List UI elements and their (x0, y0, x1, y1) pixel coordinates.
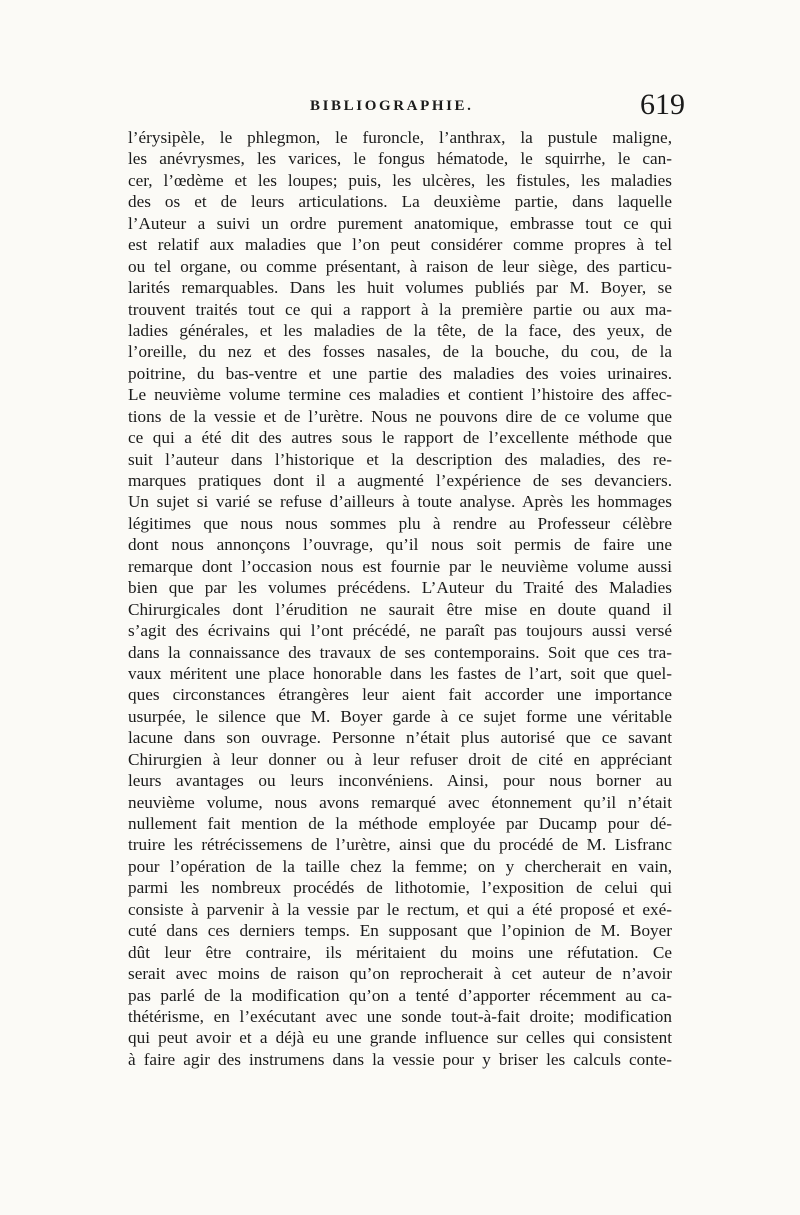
text-line: ou tel organe, ou comme présentant, à raison de leur siège, des particu- (128, 256, 672, 276)
text-line: suit l’auteur dans l’historique et la description des maladies, des re- (128, 449, 672, 469)
text-line: poitrine, du bas-ventre et une partie des maladies des voies urinaires. (128, 363, 672, 383)
text-line: dans la connaissance des travaux de ses contemporains. Soit que ces tra- (128, 642, 672, 662)
text-line: s’agit des écrivains qui l’ont précédé, ne paraît pas toujours aussi versé (128, 621, 672, 641)
text-line: neuvième volume, nous avons remarqué avec étonnement qu’il n’était (128, 792, 672, 812)
section-title: BIBLIOGRAPHIE. (310, 98, 474, 114)
text-line: usurpée, le silence que M. Boyer garde à ce sujet forme une véritable (128, 706, 672, 726)
text-line: tions de la vessie et de l’urètre. Nous ne pouvons dire de ce volume que (128, 406, 672, 426)
text-line: est relatif aux maladies que l’on peut considérer comme propres à tel (128, 235, 672, 255)
text-line: dont nous annonçons l’ouvrage, qu’il nous soit permis de faire une (128, 535, 672, 555)
text-line: l’oreille, du nez et des fosses nasales, de la bouche, du cou, de la (128, 342, 672, 362)
text-line: marques pratiques dont il a augmenté l’expérience de ses devanciers. (128, 471, 672, 490)
text-line: l’Auteur a suivi un ordre purement anatomique, embrasse tout ce qui (128, 213, 672, 233)
text-line: légitimes que nous nous sommes plu à rendre au Professeur célèbre (128, 513, 672, 533)
text-line: thétérisme, en l’exécutant avec une sonde tout-à-fait droite; modification (128, 1006, 672, 1026)
text-line: serait avec moins de raison qu’on reprocherait à cet auteur de n’avoir (128, 964, 672, 984)
text-line: truire les rétrécissemens de l’urètre, ainsi que du procédé de M. Lisfranc (128, 835, 672, 855)
text-line: ce qui a été dit des autres sous le rapport de l’excellente méthode que (128, 428, 672, 448)
text-line: parmi les nombreux procédés de lithotomie, l’exposition de celui qui (128, 878, 672, 898)
text-line: bien que par les volumes précédens. L’Auteur du Traité des Maladies (128, 578, 672, 598)
text-line: pour l’opération de la taille chez la femme; on y chercherait en vain, (128, 856, 672, 876)
text-line: consiste à parvenir à la vessie par le rectum, et qui a été proposé et exé- (128, 899, 672, 919)
text-line: ladies générales, et les maladies de la tête, de la face, des yeux, de (128, 320, 672, 340)
text-line: Le neuvième volume termine ces maladies et contient l’histoire des affec- (128, 385, 672, 405)
body-text (128, 127, 672, 1070)
text-line: leurs avantages ou leurs inconvéniens. Ainsi, pour nous borner au (128, 771, 672, 791)
text-line: Chirurgien à leur donner ou à leur refuser droit de cité en appréciant (128, 749, 672, 769)
text-line: Un sujet si varié se refuse d’ailleurs à toute analyse. Après les hommages (128, 492, 672, 512)
text-line: les anévrysmes, les varices, le fongus hématode, le squirrhe, le can- (128, 149, 672, 169)
text-line: trouvent traités tout ce qui a rapport à la première partie ou aux ma- (128, 299, 672, 319)
text-line: vaux méritent une place honorable dans les fastes de l’art, soit que quel- (128, 663, 672, 683)
text-line: à faire agir des instrumens dans la vessie pour y briser les calculs conte- (128, 1049, 672, 1069)
text-line: larités remarquables. Dans les huit volumes publiés par M. Boyer, se (128, 278, 672, 298)
text-line: lacune dans son ouvrage. Personne n’était plus autorisé que ce savant (128, 728, 672, 748)
text-line: dût leur être contraire, ils méritaient du moins une réfutation. Ce (128, 942, 672, 962)
running-head (125, 88, 685, 128)
text-line: pas parlé de la modification qu’on a tenté d’apporter récemment au ca- (128, 985, 672, 1005)
text-line: des os et de leurs articulations. La deuxième partie, dans laquelle (128, 192, 672, 212)
text-line: l’érysipèle, le phlegmon, le furoncle, l’anthrax, la pustule maligne, (128, 128, 672, 147)
text-line: nullement fait mention de la méthode employée par Ducamp pour dé- (128, 814, 672, 833)
text-line: remarque dont l’occasion nous est fournie par le neuvième volume aussi (128, 556, 672, 576)
text-line: ques circonstances étrangères leur aient fait accorder une importance (128, 685, 672, 705)
text-line: cer, l’œdème et les loupes; puis, les ulcères, les fistules, les maladies (128, 170, 672, 190)
text-line: qui peut avoir et a déjà eu une grande influence sur celles qui consistent (128, 1028, 672, 1048)
text-line: Chirurgicales dont l’érudition ne saurait être mise en doute quand il (128, 599, 672, 619)
page-number: 619 (640, 88, 685, 121)
text-line: cuté dans ces derniers temps. En supposant que l’opinion de M. Boyer (128, 921, 672, 941)
